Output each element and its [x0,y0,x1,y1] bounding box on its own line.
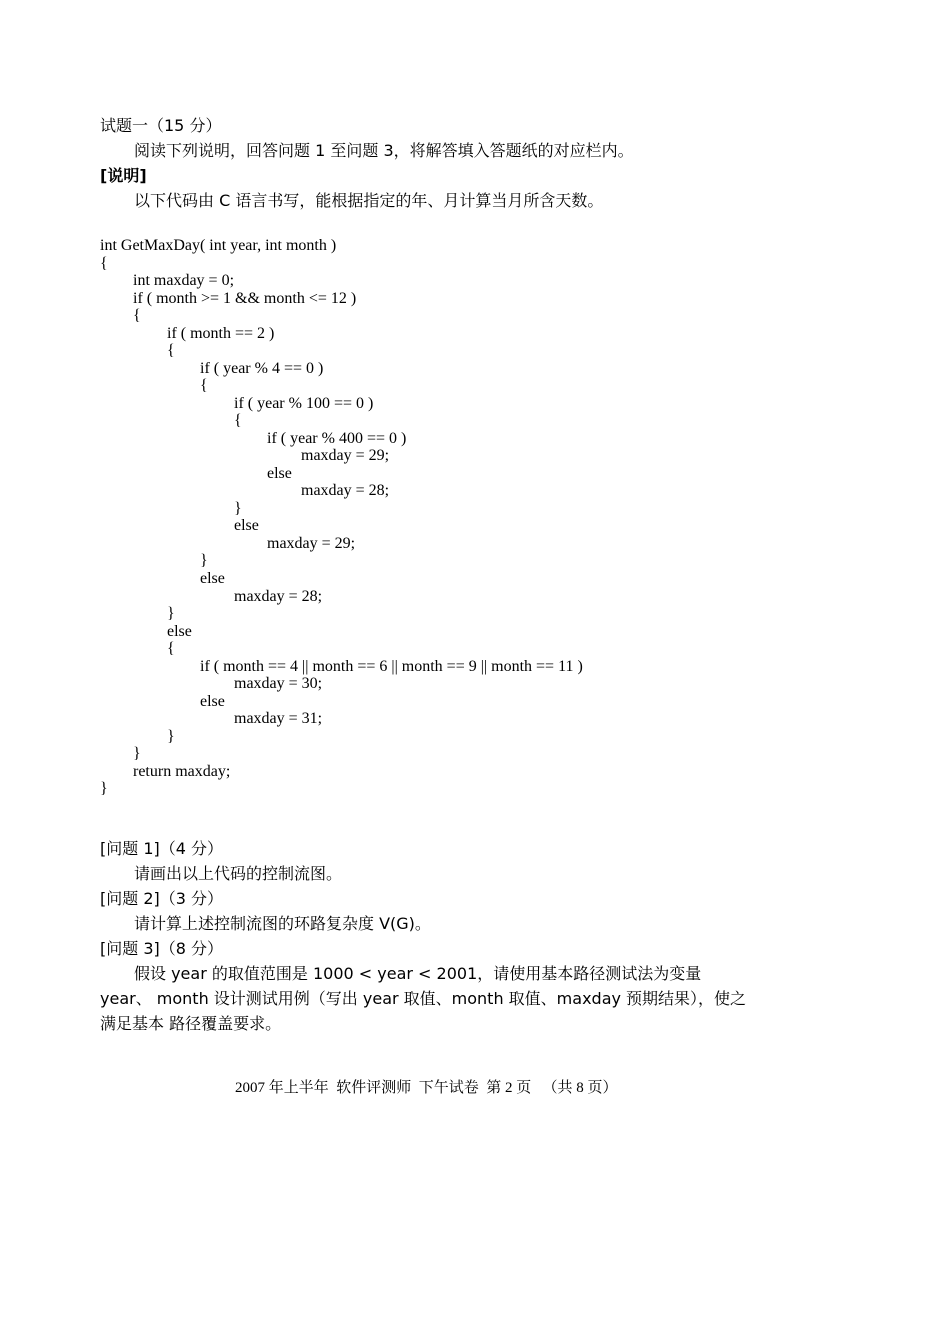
code-line: } [200,552,208,569]
code-line: else [167,623,192,640]
code-line: { [167,640,175,657]
code-line: else [200,693,225,710]
code-line: else [234,517,259,534]
code-line: if ( year % 100 == 0 ) [234,395,374,412]
code-line: maxday = 29; [301,447,390,464]
code-line: if ( month == 4 || month == 6 || month == 9 || month == 11 ) [200,658,583,675]
code-line: { [133,307,141,324]
question-1-heading: [问题 1]（4 分） [100,839,224,858]
explain-text: 以下代码由 C 语言书写，能根据指定的年、月计算当月所含天数。 [134,191,604,210]
code-line: maxday = 29; [267,535,356,552]
question-3-heading: [问题 3]（8 分） [100,939,224,958]
code-line: } [100,780,108,797]
code-line: { [167,342,175,359]
intro-text: 阅读下列说明，回答问题 1 至问题 3，将解答填入答题纸的对应栏内。 [134,141,634,160]
question-3-text: 假设 year 的取值范围是 1000 < year < 2001，请使用基本路径测试法为变量 year、 month 设计测试用例（写出 year 取值、month 取值、maxday 预期结果），使之满足基本 路径覆盖要求。 [100,964,747,1033]
code-line: return maxday; [133,763,231,780]
page-footer: 2007 年上半年 软件评测师 下午试卷 第 2 页 （共 8 页） [235,1080,618,1096]
code-line: maxday = 28; [301,482,390,499]
code-line: else [267,465,292,482]
code-line: { [200,377,208,394]
code-line: { [234,412,242,429]
code-line: maxday = 28; [234,588,323,605]
code-line: int GetMaxDay( int year, int month ) [100,237,337,254]
code-line: if ( month == 2 ) [167,325,275,342]
code-line: } [167,728,175,745]
code-line: } [167,605,175,622]
section-title: 试题一（15 分） [100,116,222,135]
code-line: maxday = 30; [234,675,323,692]
code-line: { [100,255,108,272]
code-line: maxday = 31; [234,710,323,727]
question-2-heading: [问题 2]（3 分） [100,889,224,908]
code-line: int maxday = 0; [133,272,235,289]
question-1-text: 请画出以上代码的控制流图。 [134,864,343,883]
code-line: if ( month >= 1 && month <= 12 ) [133,290,357,307]
code-line: if ( year % 4 == 0 ) [200,360,324,377]
code-line: if ( year % 400 == 0 ) [267,430,407,447]
question-2-text: 请计算上述控制流图的环路复杂度 V(G)。 [134,914,431,933]
code-line: } [234,500,242,517]
code-line: } [133,745,141,762]
code-line: else [200,570,225,587]
explain-heading: [说明] [100,166,147,185]
